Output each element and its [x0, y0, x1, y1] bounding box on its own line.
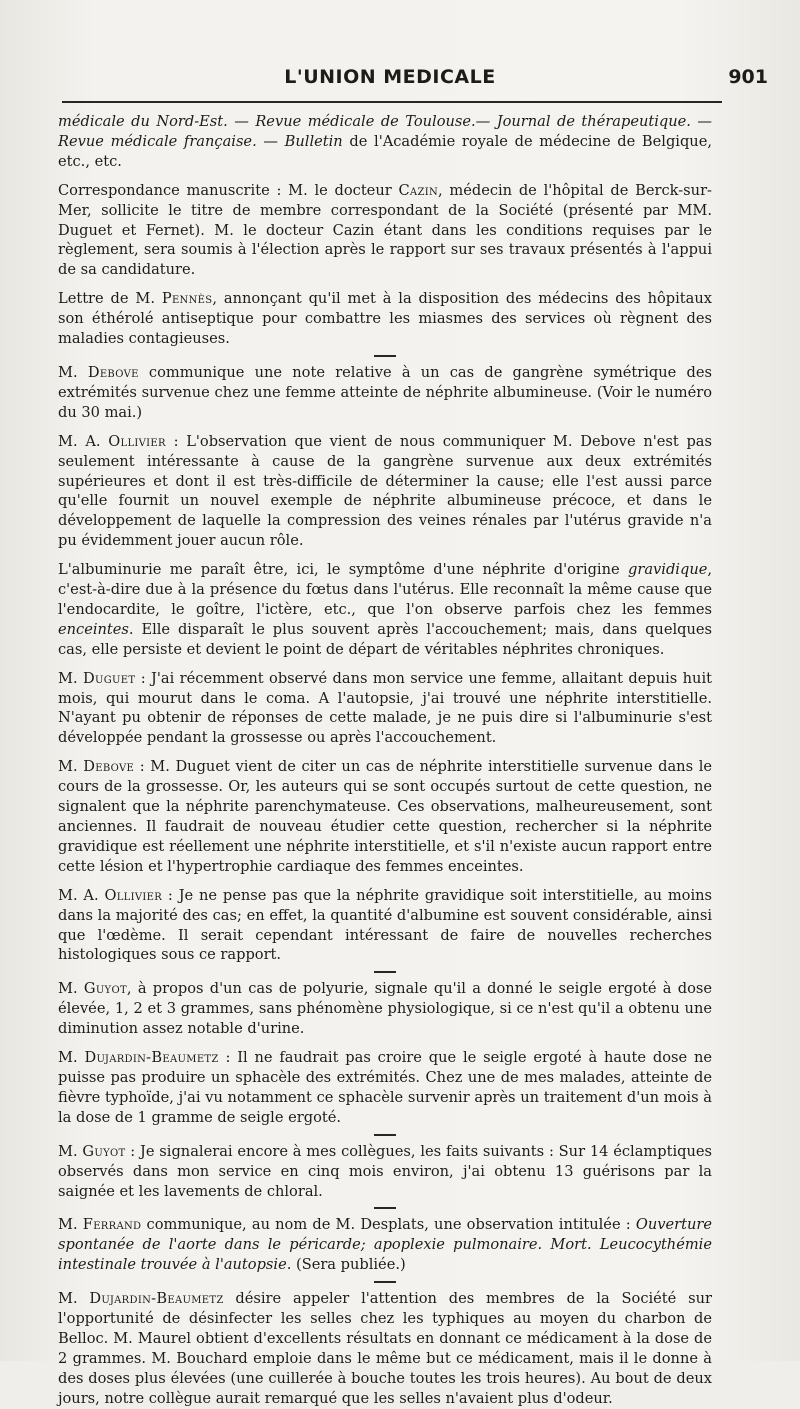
separator-dash [374, 355, 396, 357]
paragraph [58, 1215, 712, 1275]
text-segment: M. [58, 758, 84, 776]
speaker-name: Ollivier [104, 886, 163, 904]
text-segment: M. [58, 980, 84, 998]
paragraph [58, 979, 712, 1039]
text-segment: . Elle disparaît le plus souvent après l'accouchement; mais, dans quelques cas, elle persiste et devient le point de départ de véritables néphrites chroniques. [58, 620, 712, 658]
page-number: 901 [728, 66, 768, 88]
italic-text: enceintes [58, 620, 129, 638]
paragraph [58, 289, 712, 349]
text-segment: Lettre de M. [58, 290, 162, 308]
text-segment: : J'ai récemment observé dans mon service une femme, allaitant depuis huit mois, qui mourut dans le coma. A l'autopsie, j'ai trouvé une néphrite interstitielle. N'ayant pu obtenir de réponses de cette malade, je ne puis dire si l'albuminurie s'est développée pendant la grossesse ou après l'accouchement. [58, 669, 712, 747]
text-segment: , annonçant qu'il met à la disposition des médecins des hôpitaux son éthérolé antiseptique pour combattre les miasmes des services où règnent des maladies contagieuses. [58, 290, 712, 348]
text-segment: Correspondance manuscrite : M. le docteur [58, 181, 399, 199]
article-body [58, 112, 712, 1409]
text-segment: M. A. [58, 432, 109, 450]
text-segment: : M. Duguet vient de citer un cas de néphrite interstitielle survenue dans le cours de la grossesse. Or, les auteurs qui se sont occupés surtout de cette question, ne signalent que la néphrite parenchymateuse. Ces observations, malheureusement, sont anciennes. Il faudrait de nouveau étudier cette question, rechercher si la néphrite gravidique est réellement une néphrite interstitielle, et s'il n'existe aucun rapport entre cette lésion et l'hypertrophie cardiaque des femmes enceintes. [58, 758, 712, 875]
text-segment: M. [58, 1049, 85, 1067]
paragraph [58, 886, 712, 966]
speaker-name: Dujardin-Beaumetz [89, 1290, 224, 1308]
speaker-name: Pennès [161, 290, 213, 308]
speaker-name: Cazin [398, 181, 438, 199]
speaker-name: Ferrand [82, 1216, 142, 1234]
italic-text: Ouverture spontanée de l'aorte dans le péricarde; apoplexie pulmonaire. Mort. Leucocythémie intestinale trouvée à l'autopsie. [58, 1216, 712, 1274]
speaker-name: Dujardin-Beaumetz [84, 1049, 219, 1067]
italic-text: gravidique [628, 561, 708, 579]
text-segment: : L'observation que vient de nous communiquer M. Debove n'est pas seulement intéressante à cause de la gangrène survenue aux deux extrémités supérieures et dont il est très-difficile de déterminer la cause; elle l'est aussi parce qu'elle fournit un nouvel exemple de néphrite albumineuse précoce, et dans le développement de laquelle la compression des veines rénales par l'utérus gravide n'a pu évidemment jouer aucun rôle. [58, 432, 712, 550]
separator-dash [374, 971, 396, 973]
text-segment: M. [58, 1142, 83, 1160]
separator-dash [374, 1281, 396, 1283]
paragraph [58, 112, 712, 172]
paragraph [58, 757, 712, 876]
paragraph [58, 363, 712, 423]
speaker-name: Guyot [82, 1142, 126, 1160]
speaker-name: Debove [87, 363, 139, 381]
text-segment: de l'Académie royale de médecine de Belgique, etc., etc. [58, 132, 712, 170]
paragraph [58, 1289, 712, 1408]
text-segment: communique, au nom de M. Desplats, une observation intitulée : [141, 1216, 636, 1234]
text-segment: M. [58, 363, 88, 381]
speaker-name: Guyot [83, 980, 127, 998]
running-header [60, 66, 768, 96]
text-segment: , à propos d'un cas de polyurie, signale qu'il a donné le seigle ergoté à dose élevée, 1, 2 et 3 grammes, sans phénomène physiologique, si ce n'est qu'il a obtenu une diminution assez notable d'urine. [58, 980, 712, 1038]
text-segment: M. [58, 669, 83, 687]
paragraph [58, 432, 712, 551]
text-segment: désire appeler l'attention des membres de la Société sur l'opportunité de désinfecter les selles chez les typhiques au moyen du charbon de Belloc. M. Maurel obtient d'excellents résultats en donnant ce médicament à la dose de 2 grammes. M. Bouchard emploie dans le même but ce médicament, mais il le donne à des doses plus élevées (une cuillerée à bouche toutes les trois heures). Au bout de deux jours, notre collègue aurait remarqué que les selles n'avaient plus d'odeur. [58, 1290, 712, 1407]
separator-dash [374, 1207, 396, 1209]
speaker-name: Debove [83, 758, 135, 776]
paragraph [58, 181, 712, 281]
text-segment: : Je signalerai encore à mes collègues, les faits suivants : Sur 14 éclamptiques observés dans mon service en cinq mois environ, j'ai obtenu 13 guérisons par la saignée et les lavements de chloral. [58, 1142, 712, 1200]
text-segment: M. A. [58, 886, 105, 904]
text-segment: communique une note relative à un cas de gangrène symétrique des extrémités survenue chez une femme atteinte de néphrite albumineuse. (Voir le numéro du 30 mai.) [58, 363, 712, 421]
text-segment: M. [58, 1290, 90, 1308]
paragraph [58, 1048, 712, 1128]
paragraph [58, 669, 712, 749]
header-rule [62, 101, 722, 103]
text-segment: : Je ne pense pas que la néphrite gravidique soit interstitielle, au moins dans la majorité des cas; en effet, la quantité d'albumine est souvent considérable, ainsi que l'œdème. Il serait cependant intéressant de faire de nouvelles recherches histologiques sous ce rapport. [58, 886, 712, 964]
paragraph [58, 1142, 712, 1202]
text-segment: L'albuminurie me paraît être, ici, le symptôme d'une néphrite d'origine [58, 561, 629, 579]
text-segment: : Il ne faudrait pas croire que le seigle ergoté à haute dose ne puisse pas produire un sphacèle des extrémités. Chez une de mes malades, atteinte de fièvre typhoïde, j'ai vu notamment ce sphacèle survenir après un traitement d'un mois à la dose de 1 gramme de seigle ergoté. [58, 1049, 712, 1126]
text-segment: (Sera publiée.) [291, 1256, 406, 1274]
italic-text: médicale du Nord-Est. — Revue médicale de Toulouse.— Journal de thérapeutique. — Revue médicale française. — Bulletin [58, 113, 712, 150]
text-segment: M. [58, 1216, 83, 1234]
speaker-name: Duguet [82, 669, 136, 687]
paragraph [58, 560, 712, 660]
separator-dash [374, 1134, 396, 1136]
journal-title: L'UNION MEDICALE [284, 66, 496, 88]
text-segment: , médecin de l'hôpital de Berck-sur-Mer, sollicite le titre de membre correspondant de la Société (présenté par MM. Duguet et Fernet). M. le docteur Cazin étant dans les conditions requises par le règlement, sera soumis à l'élection après le rapport sur ses travaux présentés à l'appui de sa candidature. [58, 181, 712, 279]
text-segment: , c'est-à-dire due à la présence du fœtus dans l'utérus. Elle reconnaît la même cause que l'endocardite, le goître, l'ictère, etc., que l'on observe parfois chez les femmes [58, 561, 712, 618]
speaker-name: Ollivier [108, 432, 166, 450]
